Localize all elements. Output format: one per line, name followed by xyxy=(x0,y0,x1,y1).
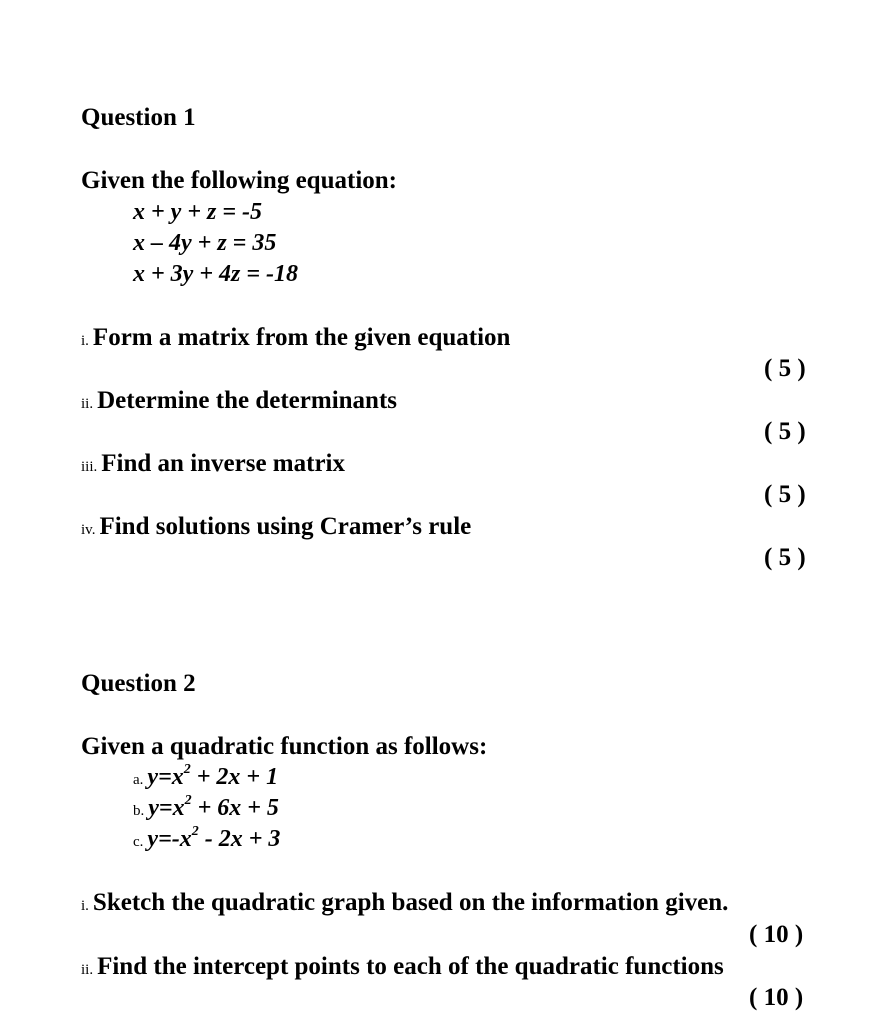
function-b xyxy=(133,795,279,822)
q1-part-i-marks: ( 5 ) xyxy=(764,355,806,382)
q2-part-i xyxy=(81,889,728,917)
function-a-lhs: y=x xyxy=(147,764,184,790)
q1-part-ii-text: Determine the determinants xyxy=(97,387,398,414)
function-a-exponent: 2 xyxy=(183,762,191,777)
equation-2: x – 4y + z = 35 xyxy=(133,230,277,256)
q1-part-iii-text: Find an inverse matrix xyxy=(101,450,346,477)
function-c xyxy=(133,826,280,853)
q2-part-i-number: i. xyxy=(81,898,89,914)
q2-part-i-marks: ( 10 ) xyxy=(749,921,804,948)
q1-part-iii-marks: ( 5 ) xyxy=(764,481,806,508)
question-1-title: Question 1 xyxy=(81,104,196,131)
q2-part-ii-text: Find the intercept points to each of the quadratic functions xyxy=(97,953,724,980)
q1-part-iv xyxy=(81,513,471,541)
q1-part-ii xyxy=(81,387,397,415)
function-c-exponent: 2 xyxy=(191,824,199,839)
function-c-label: c. xyxy=(133,834,144,850)
q2-part-i-text: Sketch the quadratic graph based on the information given. xyxy=(92,889,729,916)
function-b-label: b. xyxy=(133,803,145,819)
q1-part-i xyxy=(81,324,510,352)
q1-part-i-number: i. xyxy=(81,333,89,349)
q1-part-iv-text: Find solutions using Cramer’s rule xyxy=(99,513,472,540)
q1-part-ii-marks: ( 5 ) xyxy=(764,418,806,445)
equation-3: x + 3y + 4z = -18 xyxy=(133,261,299,287)
q1-part-iii xyxy=(81,450,345,478)
function-a xyxy=(133,764,278,791)
question-1-intro: Given the following equation: xyxy=(81,167,397,194)
function-c-rhs: - 2x + 3 xyxy=(198,826,281,852)
q1-part-iii-number: iii. xyxy=(81,459,98,475)
function-a-rhs: + 2x + 1 xyxy=(190,764,279,790)
q2-part-ii xyxy=(81,953,724,981)
q1-part-i-text: Form a matrix from the given equation xyxy=(92,324,511,351)
q1-part-iv-number: iv. xyxy=(81,522,96,538)
function-c-lhs: y=-x xyxy=(147,826,192,852)
function-b-exponent: 2 xyxy=(184,793,192,808)
q1-part-iv-marks: ( 5 ) xyxy=(764,544,806,571)
q2-part-ii-number: ii. xyxy=(81,962,94,978)
function-b-rhs: + 6x + 5 xyxy=(191,795,279,821)
question-2-title: Question 2 xyxy=(81,670,196,697)
question-2-intro: Given a quadratic function as follows: xyxy=(81,733,488,760)
equation-1: x + y + z = -5 xyxy=(133,199,263,225)
q2-part-ii-marks: ( 10 ) xyxy=(749,984,804,1011)
q1-part-ii-number: ii. xyxy=(81,396,94,412)
function-b-lhs: y=x xyxy=(148,795,185,821)
function-a-label: a. xyxy=(133,772,144,788)
